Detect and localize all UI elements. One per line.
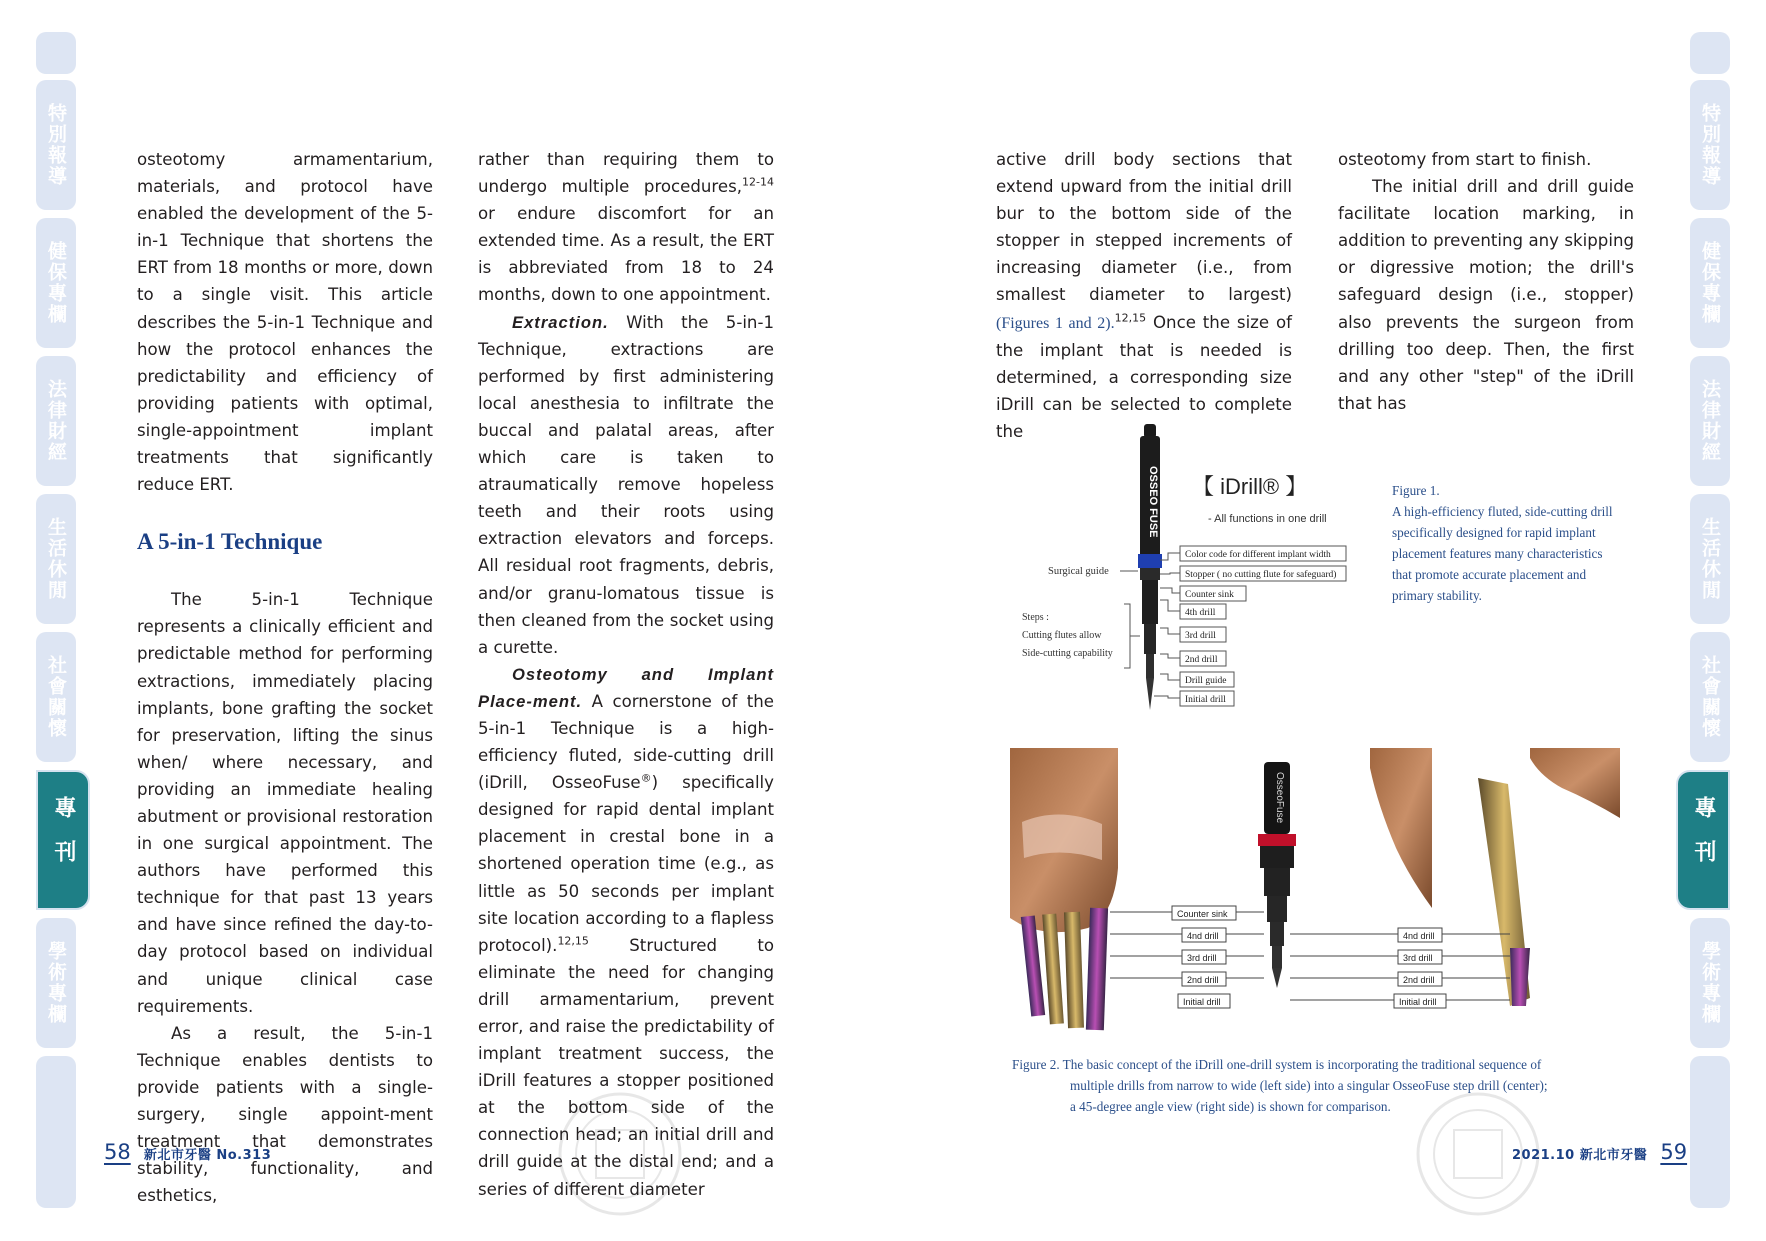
tab-academic[interactable]: 學術專欄 [1690, 918, 1730, 1048]
fig2-right-label: 4nd drill [1403, 931, 1435, 941]
tab-special-report[interactable]: 特別報導 [36, 80, 76, 210]
tab-leisure[interactable]: 生活休閒 [1690, 494, 1730, 624]
tab-academic[interactable]: 學術專欄 [36, 918, 76, 1048]
run-in-heading: Osteotomy and Implant Place-ment. [478, 664, 774, 711]
text-column-2 [478, 146, 774, 1203]
text-column-4 [1338, 146, 1634, 417]
callout-label: Initial drill [1185, 695, 1226, 705]
run-in-heading: Extraction. [512, 312, 609, 332]
tab-edge-top [36, 32, 76, 74]
magazine-name: 2021.10 新北市牙醫 [1512, 1148, 1648, 1163]
paragraph: Extraction. With the 5-in-1 Technique, extractions are performed by first administering local anesthesia to infiltrate the buccal and palatal areas, after which care is taken to atraumatically remove hopeless teeth and their roots using extraction elevators and forceps. All residual root fragments, debris, and/or granu-lomatous tissue is then cleaned from the socket using a curette. [478, 312, 774, 657]
figure-1-caption-text: A high-efficiency fluted, side-cutting drill specifically designed for rapid implant placement features many characteristics that promote accurate placement and primary stability. [1392, 504, 1613, 603]
figure-1-caption [1392, 480, 1624, 606]
callout-label: Color code for different implant width [1185, 550, 1331, 560]
tab-health-insurance[interactable]: 健保專欄 [1690, 218, 1730, 348]
page-number: 58 [104, 1140, 131, 1164]
callout-label: 4th drill [1185, 608, 1216, 618]
label-cutting-flutes: Cutting flutes allow [1022, 630, 1102, 641]
fig2-right-label: 2nd drill [1403, 975, 1435, 985]
callout-label: Drill guide [1185, 676, 1227, 686]
tab-social-care[interactable]: 社會關懷 [1690, 632, 1730, 762]
footer-right [1512, 1140, 1687, 1164]
text-column-1 [137, 146, 433, 1209]
paragraph: The 5-in-1 Technique represents a clinically efficient and predictable method for performing extractions, immediately placing implants, bone grafting the socket for preservation, lifting the sinus when/ where necessary, and providing an immediate healing abutment or provisional restoration in one surgical appointment. The authors have performed this technique for that past 13 years and have since refined the day-to-day protocol based on individual and unique clinical case requirements. [137, 590, 433, 1016]
callout-label: 3rd drill [1185, 631, 1216, 641]
drill-brand-text: OsseoFuse [1274, 772, 1285, 824]
right-section-tabs [1690, 32, 1730, 1208]
paragraph: active drill body sections that extend upward from the initial drill bur to the bottom side of the stopper in stepped increments of increasing diameter (i.e., from smallest diameter to largest) (Figures 1 and 2).$^{12,15}$ Once the size of the implant that is needed is determined, a corresponding size iDrill can be selected to complete the [996, 150, 1292, 441]
section-heading: A 5-in-1 Technique [137, 529, 323, 555]
text-column-3 [996, 146, 1292, 445]
tab-special-report[interactable]: 特別報導 [1690, 80, 1730, 210]
paragraph: osteotomy armamentarium, materials, and protocol have enabled the development of the 5-in-1 Technique that shortens the ERT from 18 months or more, down to a single visit. This article describes the 5-in-1 Technique and how the protocol enhances the predictability and efficiency of providing patients with optimal, single-appointment implant treatments that significantly reduce ERT. [137, 150, 433, 495]
page-number: 59 [1660, 1140, 1688, 1164]
tab-law-finance[interactable]: 法律財經 [36, 356, 76, 486]
tab-edge-bottom [1690, 1056, 1730, 1208]
figure-1-caption-title: Figure 1. [1392, 483, 1440, 498]
tab-leisure[interactable]: 生活休閒 [36, 494, 76, 624]
right-finger [1370, 748, 1432, 908]
fig2-left-label: Counter sink [1177, 909, 1228, 919]
paragraph: osteotomy from start to finish. [1338, 150, 1592, 169]
tab-law-finance[interactable]: 法律財經 [1690, 356, 1730, 486]
drill-brand-text: OSSEO FUSE [1147, 466, 1159, 538]
label-surgical-guide: Surgical guide [1048, 566, 1109, 577]
callout-label: 2nd drill [1185, 655, 1218, 665]
figure-2-caption-line: a 45-degree angle view (right side) is shown for comparison. [1070, 1099, 1391, 1114]
tab-feature-active[interactable]: 專刊 [36, 770, 90, 910]
tab-feature-active[interactable]: 專刊 [1676, 770, 1730, 910]
tab-edge-bottom [36, 1056, 76, 1208]
figure-2-drill-comparison-photo [1010, 748, 1620, 1038]
figure-1-subtitle: - All functions in one drill [1208, 513, 1327, 525]
label-steps: Steps : [1022, 612, 1049, 623]
footer-left [104, 1140, 271, 1164]
fig2-left-label: 4nd drill [1187, 931, 1219, 941]
fig2-right-label: 3rd drill [1403, 953, 1433, 963]
library-seal-icon [556, 1090, 684, 1218]
callout-label: Counter sink [1185, 590, 1234, 600]
paragraph: rather than requiring them to undergo multiple procedures,$^{12-14}$ or endure discomfort for an extended time. As a result, the ERT is abbreviated from 18 to 24 months, down to one appointment. [478, 150, 774, 305]
paragraph: The initial drill and drill guide facilitate location marking, in addition to preventing any skipping or digressive motion; the drill's safeguard design (i.e., stopper) also prevents the surgeon from drilling too deep. Then, the first and any other "step" of the iDrill that has [1338, 177, 1634, 413]
figure-2-caption-line: multiple drills from narrow to wide (left side) into a singular OsseoFuse step drill (center); [1070, 1078, 1548, 1093]
figure-1-title: 【 iDrill® 】 [1192, 474, 1308, 499]
label-side-cutting: Side-cutting capability [1022, 648, 1113, 659]
paragraph: Osteotomy and Implant Place-ment. A cornerstone of the 5-in-1 Technique is a high-efficiency fluted, side-cutting drill (iDrill, OsseoFuse®) specifically designed for rapid dental implant placement in crestal bone in a shortened operation time (e.g., as little as 50 seconds per implant site location according to a flapless protocol).$^{12,15}$ Structured to eliminate the need for changing drill armamentarium, prevent error, and raise the predictability of implant treatment success, the iDrill features a stopper positioned at the bottom side of the connection head; an initial drill and drill guide at the distal end; and a series of different diameter [478, 664, 774, 1199]
figure-1-idrill-diagram [1000, 418, 1400, 748]
fig2-left-label: 3rd drill [1187, 953, 1217, 963]
color-code-ring [1138, 554, 1162, 568]
paragraph: As a result, the 5-in-1 Technique enables dentists to provide patients with a single-surgery, single appoint-ment treatment that demonstrates stability, functionality, and esthetics, [137, 1023, 433, 1206]
fig2-left-label: 2nd drill [1187, 975, 1219, 985]
magazine-name: 新北市牙醫 No.313 [143, 1148, 272, 1163]
color-code-ring [1258, 834, 1296, 846]
callout-label: Stopper ( no cutting flute for safeguard) [1185, 570, 1337, 580]
fig2-left-label: Initial drill [1183, 997, 1221, 1007]
tab-social-care[interactable]: 社會關懷 [36, 632, 76, 762]
figure-reference-link: (Figures 1 and 2). [996, 314, 1115, 332]
figure-2-caption-line: Figure 2. The basic concept of the iDrill one-drill system is incorporating the traditional sequence of [1012, 1057, 1542, 1072]
fig2-right-label: Initial drill [1399, 997, 1437, 1007]
tab-health-insurance[interactable]: 健保專欄 [36, 218, 76, 348]
tab-edge-top [1690, 32, 1730, 74]
left-section-tabs [36, 32, 76, 1208]
